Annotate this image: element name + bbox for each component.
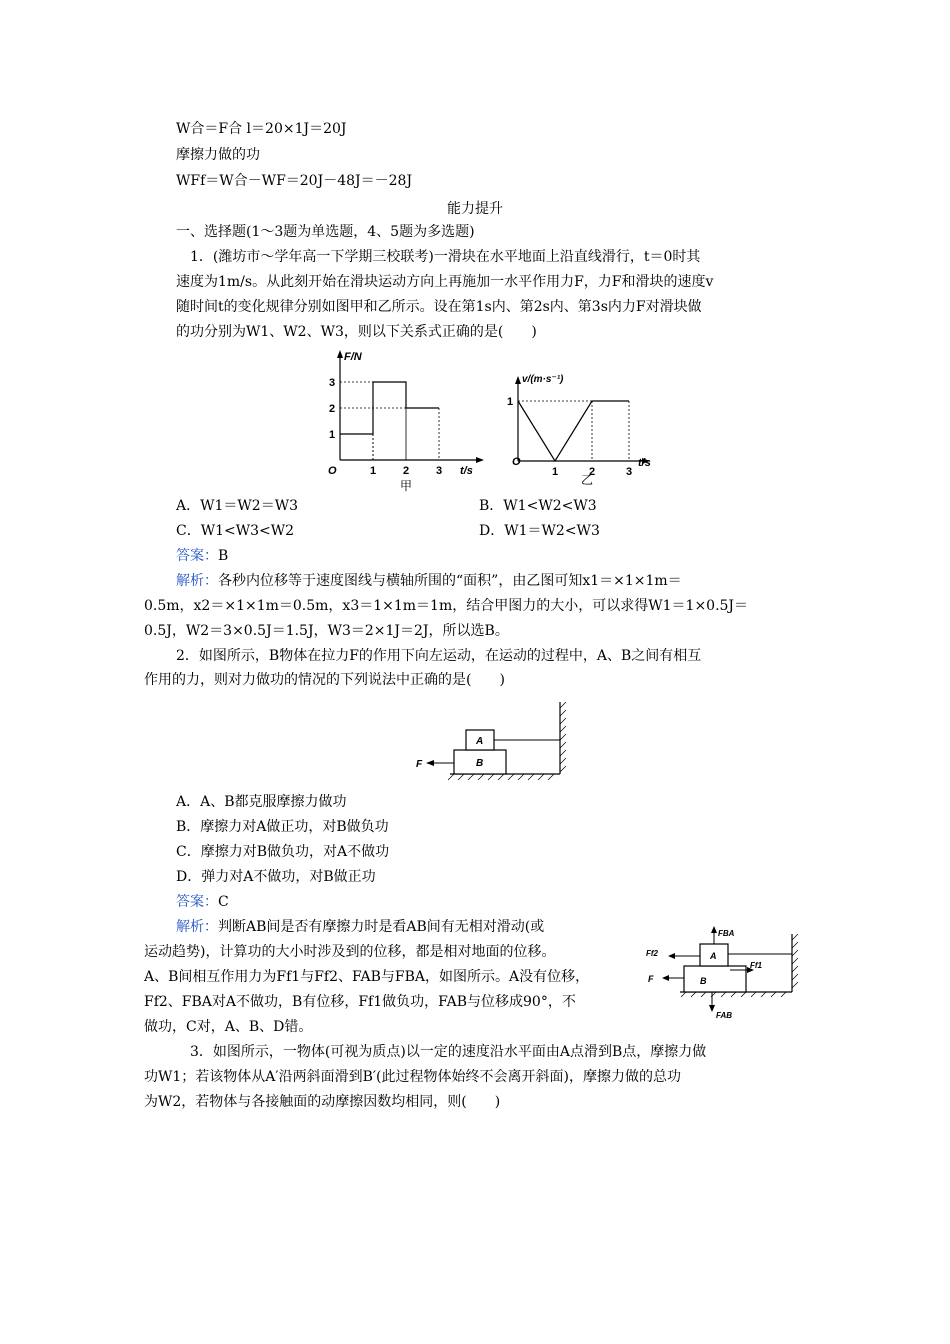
jia-ylabel: F/N (344, 351, 362, 363)
work-total-line: W合＝F合 l＝20×1J＝20J (176, 121, 347, 137)
yi-ytick-label: 1 (507, 396, 514, 408)
q1-line-3: 随时间t的变化规律分别如图甲和乙所示。设在第1s内、第2s内、第3s内力F对滑块做 (176, 299, 702, 315)
fa-ff2-head (668, 953, 675, 959)
jia-xlabel: t/s (460, 465, 473, 477)
yi-xlabel: t/s (638, 457, 651, 469)
q1-option-a: A．W1＝W2＝W3 (176, 498, 299, 514)
fa-f-label: F (648, 974, 654, 984)
fa-a-label: A (710, 951, 717, 961)
q1-answer (176, 546, 228, 566)
jia-ytick-label: 3 (329, 377, 336, 389)
jia-ytick-label: 2 (329, 403, 336, 415)
fa-fba-label: FBA (718, 929, 735, 938)
q2-explain-4: Ff2、FBA对A不做功，B有位移，Ff1做负功，FAB与位移成90°，不 (144, 994, 576, 1010)
q2-answer (176, 892, 229, 912)
q2-explain-1 (176, 917, 544, 937)
jia-x-arrow (476, 457, 484, 463)
yi-series-line (518, 401, 629, 461)
force-arrow-head (426, 760, 434, 766)
yi-origin: O (512, 456, 521, 468)
q1-answer-label: 答案： (176, 548, 218, 564)
q2-line-2: 作用的力，则对力做功的情况的下列说法中正确的是( ) (144, 672, 505, 688)
q2-explain-label: 解析： (176, 919, 218, 935)
q2-explain-3: A、B间相互作用力为Ff1与Ff2、FAB与FBA，如图所示。A没有位移， (144, 969, 590, 985)
ground-hatch (448, 774, 554, 780)
force-analysis-diagram (644, 922, 804, 1022)
q2-option-c: C．摩擦力对B做负功，对A不做功 (176, 844, 390, 860)
q1-option-d: D．W1＝W2<W3 (479, 523, 600, 539)
q2-explain-2: 运动趋势)，计算功的大小时涉及到的位移，都是相对地面的位移。 (144, 944, 556, 960)
yi-y-arrow (515, 376, 521, 384)
yi-ylabel: v/(m·s⁻¹) (522, 374, 564, 385)
q2-option-a: A．A、B都克服摩擦力做功 (176, 794, 347, 810)
q2-option-d: D．弹力对A不做功，对B做正功 (176, 869, 376, 885)
block-b-label: B (476, 758, 484, 769)
section-subtitle: 一、选择题(1～3题为单选题，4、5题为多选题) (176, 224, 475, 240)
jia-xtick-label: 3 (436, 465, 443, 477)
q1-line-2: 速度为1m/s。从此刻开始在滑块运动方向上再施加一水平作用力F，力F和滑块的速度v (176, 274, 714, 290)
jia-title: 甲 (400, 479, 413, 493)
fa-fab-label: FAB (716, 1011, 732, 1020)
wall-hatch (560, 702, 566, 772)
yi-xtick-label: 3 (626, 466, 633, 478)
q2-answer-value: C (218, 894, 229, 910)
jia-origin: O (328, 465, 337, 477)
q1-explain-1 (176, 571, 682, 591)
force-label: F (416, 759, 423, 770)
q1-explain-3: 0.5J，W2＝3×0.5J＝1.5J，W3＝2×1J＝2J，所以选B。 (144, 623, 509, 639)
chart-yi-group (507, 374, 651, 487)
fa-f-head (662, 975, 669, 981)
q1-line-4: 的功分别为W1、W2、W3，则以下关系式正确的是( ) (176, 324, 537, 340)
chart-jia-group (328, 350, 484, 493)
block-diagram (414, 700, 574, 780)
fa-fab-head (709, 1005, 715, 1012)
q1-explain-2: 0.5m，x2＝×1×1m＝0.5m，x3＝1×1m＝1m，结合甲图力的大小，可以求得W1＝1×0.5J＝ (144, 598, 749, 614)
q1-line-1: 1．(潍坊市～学年高一下学期三校联考)一滑块在水平地面上沿直线滑行，t＝0时其 (190, 249, 701, 265)
velocity-time-chart (506, 368, 666, 493)
q1-answer-value: B (218, 548, 229, 564)
yi-title: 乙 (581, 473, 594, 487)
q2-option-b: B．摩擦力对A做正功，对B做负功 (176, 819, 389, 835)
q1-explain-label: 解析： (176, 573, 218, 589)
fa-fba-head (711, 926, 717, 933)
q3-line-2: 功W1；若该物体从A′沿两斜面滑到B′(此过程物体始终不会离开斜面)，摩擦力做的总功 (144, 1069, 681, 1085)
yi-xtick-label: 1 (552, 466, 559, 478)
q2-line-1: 2．如图所示，B物体在拉力F的作用下向左运动，在运动的过程中，A、B之间有相互 (176, 648, 702, 664)
block-a-label: A (476, 736, 484, 747)
q2-explain-text-1: 判断AB间是否有摩擦力时是看AB间有无相对滑动(或 (218, 919, 545, 935)
fa-ground-hatch (681, 992, 786, 997)
fa-ff2-label: Ff2 (646, 949, 658, 958)
q1-option-c: C．W1<W3<W2 (176, 523, 295, 539)
q2-answer-label: 答案： (176, 894, 218, 910)
q1-option-b: B．W1<W2<W3 (479, 498, 597, 514)
jia-xtick-label: 1 (370, 465, 377, 477)
jia-ytick-label: 1 (329, 429, 336, 441)
jia-xtick-label: 2 (403, 465, 410, 477)
yi-xtick-label: 2 (589, 466, 596, 478)
q2-explain-5: 做功，C对，A、B、D错。 (144, 1019, 313, 1035)
section-title: 能力提升 (447, 201, 503, 217)
friction-work-line: WFf＝W合－WF＝20J－48J＝－28J (176, 173, 413, 189)
force-time-chart (318, 348, 498, 493)
q3-line-3: 为W2，若物体与各接触面的动摩擦因数均相同，则( ) (144, 1094, 501, 1110)
fa-b-label: B (700, 976, 707, 986)
friction-work-heading: 摩擦力做的功 (176, 147, 260, 163)
fa-ff1-label: Ff1 (750, 961, 762, 970)
jia-y-arrow (337, 350, 343, 358)
fa-wall-hatch (792, 934, 798, 988)
q3-line-1: 3．如图所示，一物体(可视为质点)以一定的速度沿水平面由A点滑到B点，摩擦力做 (190, 1044, 707, 1060)
q1-explain-text-1: 各秒内位移等于速度图线与横轴所围的“面积”，由乙图可知x1＝×1×1m＝ (218, 573, 682, 589)
